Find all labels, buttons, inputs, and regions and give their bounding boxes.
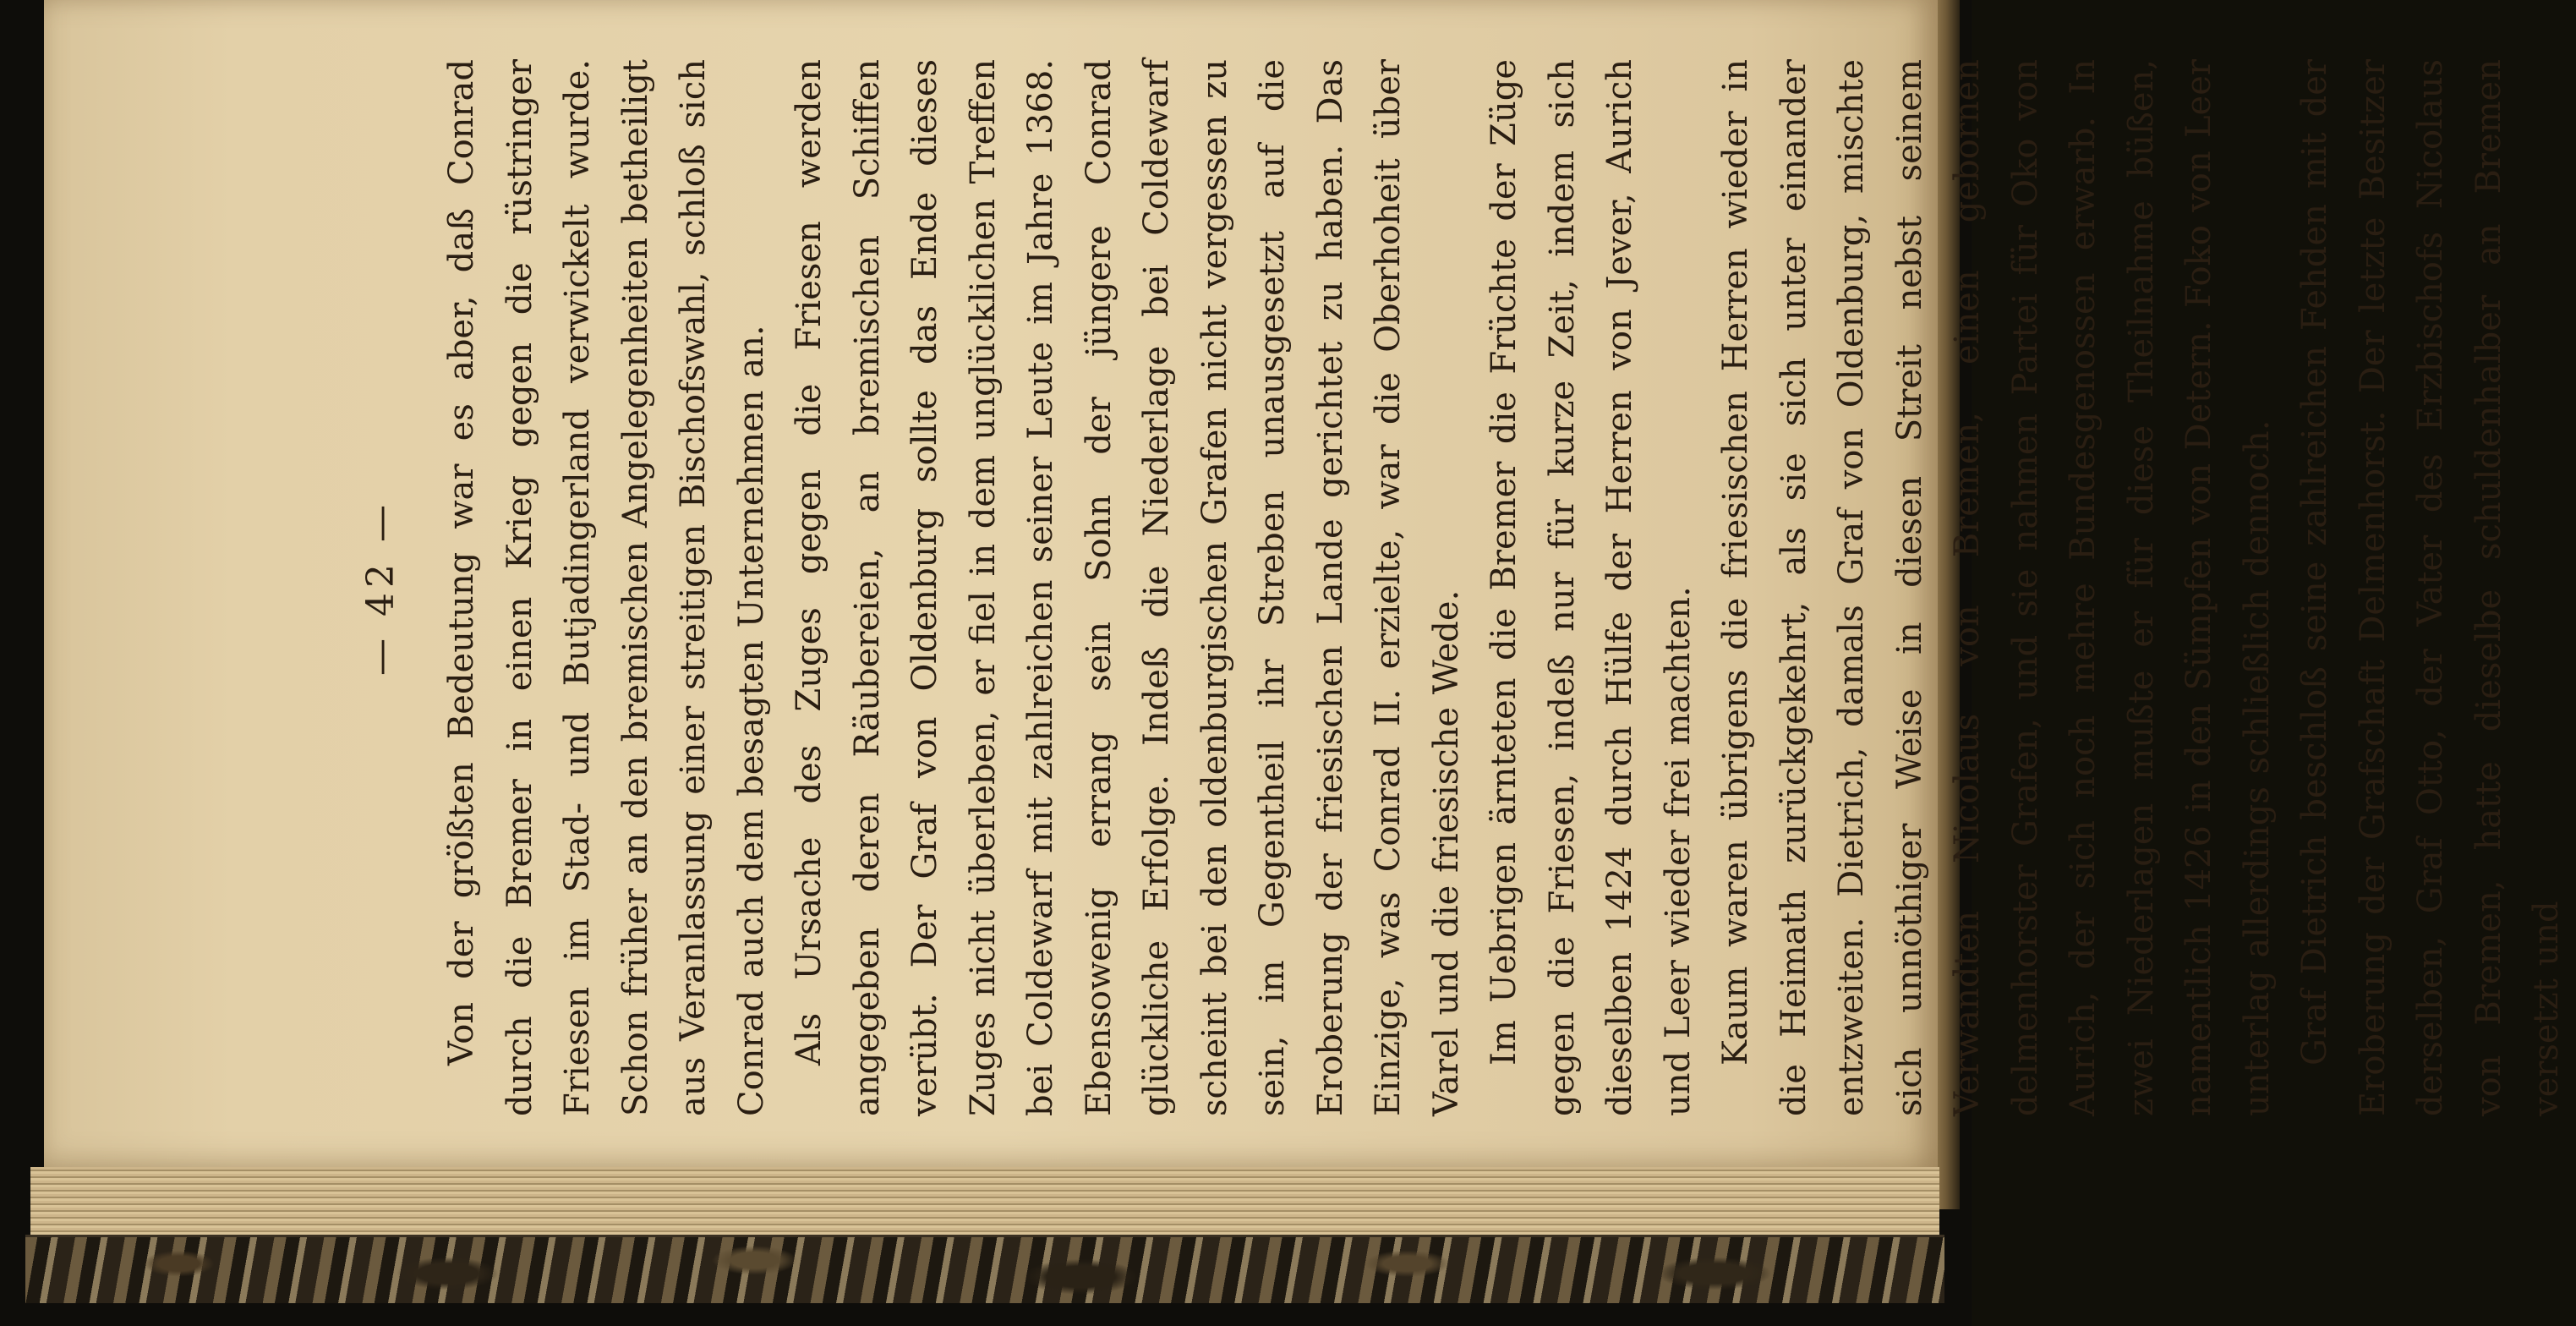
page-edge-leaves: [30, 1167, 1939, 1240]
paragraph-3: Im Uebrigen ärnteten die Bremer die Früchte der Züge gegen die Friesen, indeß nur für kurze Zeit, indem sich dieselben 1424 durch Hülfe der Herren von Jever, Aurich und Leer wieder frei machten.: [1485, 59, 1698, 1116]
marbled-edge: [25, 1235, 1944, 1303]
page-content: [325, 59, 2566, 1116]
paragraph-4: Kaum waren übrigens die friesischen Herren wieder in die Heimath zurückgekehrt, als sie sich unter einander entzweiten. Dietrich, damals Graf von Oldenburg, mischte sich unnöthiger Weise in diesen Streit nebst seinem Verwandten Nicolaus von Bremen, einen gebornen delmenhorster Grafen, und sie nahmen Partei für Oko von Aurich, der sich noch mehre Bundesgenossen erwarb. In zwei Niederlagen mußte er für diese Theilnahme büßen, namentlich 1426 in den Sümpfen von Detern. Foko von Leer unterlag allerdings schließlich dennoch.: [1716, 59, 2277, 1116]
rotated-text-block: [325, 59, 2566, 1116]
paragraph-2: Als Ursache des Zuges gegen die Friesen werden angegeben deren Räubereien, an bremischen Schiffen verübt. Der Graf von Oldenburg sollte das Ende dieses Zuges nicht überleben, er fiel in dem unglücklichen Treffen bei Coldewarf mit zahlreichen seiner Leute im Jahre 1368. Ebensowenig errang sein Sohn der jüngere Conrad glückliche Erfolge. Indeß die Niederlage bei Coldewarf scheint bei den oldenburgischen Grafen nicht vergessen zu sein, im Gegentheil ihr Streben unausgesetzt auf die Eroberung der friesischen Lande gerichtet zu haben. Das Einzige, was Conrad II. erzielte, war die Oberhoheit über Varel und die friesische Wede.: [790, 59, 1466, 1116]
page-number: — 42 —: [359, 500, 402, 676]
paragraph-1: Von der größten Bedeutung war es aber, daß Conrad durch die Bremer in einen Krieg gegen die rüstringer Friesen im Stad- und Butjadingerland verwickelt wurde. Schon früher an den bremischen Angelegenheiten betheiligt aus Veranlassung einer streitigen Bischofswahl, schloß sich Conrad auch dem besagten Unternehmen an.: [442, 59, 771, 1116]
paragraph-5: Graf Dietrich beschloß seine zahlreichen Fehden mit der Eroberung der Grafschaft Delmenhorst. Der letzte Besitzer derselben, Graf Otto, der Vater des Erzbischofs Nicolaus von Bremen, hatte dieselbe schuldenhalber an Bremen versetzt und: [2295, 59, 2566, 1116]
